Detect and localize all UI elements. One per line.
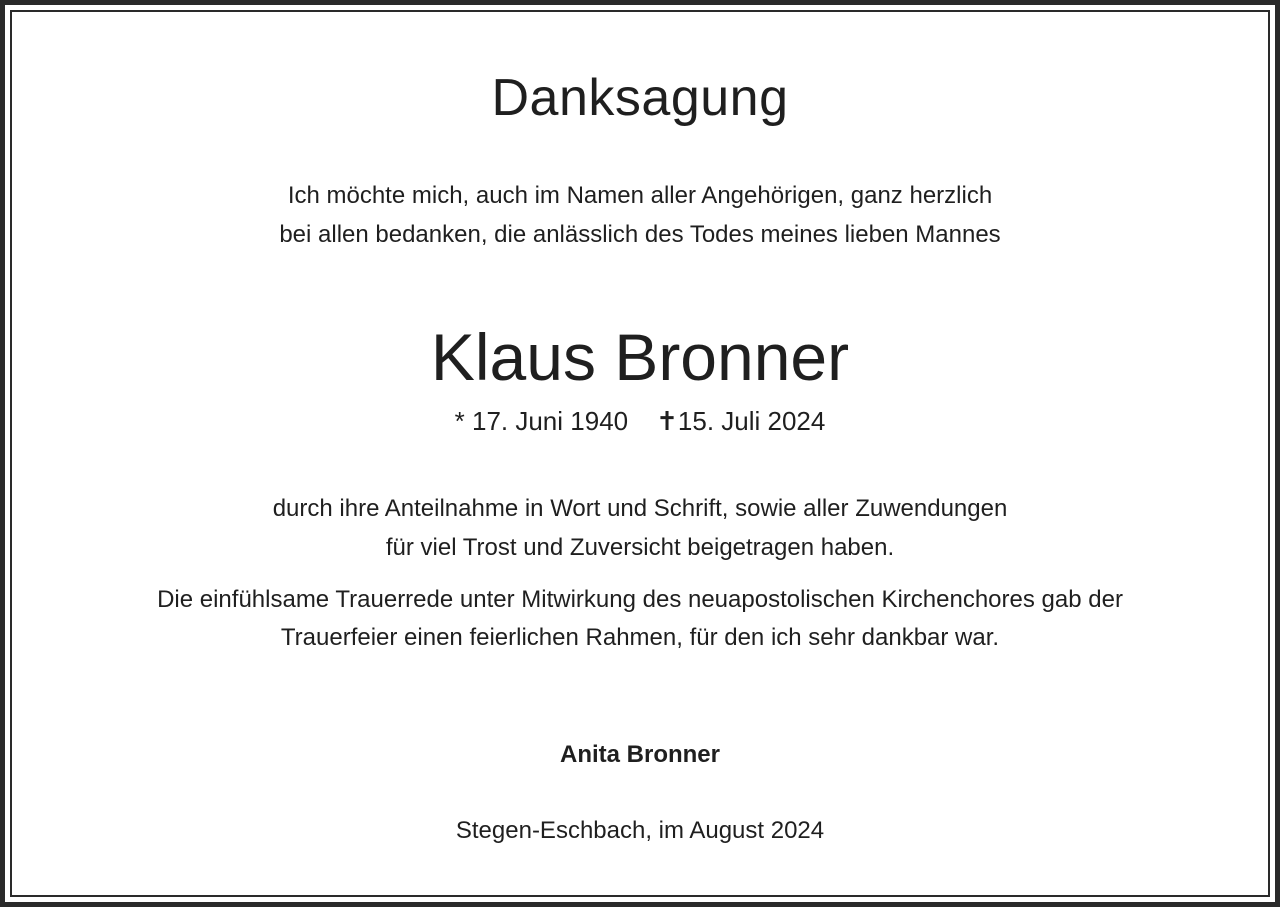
body-line-1: durch ihre Anteilnahme in Wort und Schrift, sowie aller Zuwendungen [272, 495, 1008, 522]
place-date: Stegen-Eschbach, im August 2024 [455, 817, 825, 844]
ceremony-line-2: Trauerfeier einen feierlichen Rahmen, für den ich sehr dankbar war. [280, 624, 1000, 651]
body-line-2: für viel Trost und Zuversicht beigetragen haben. [385, 534, 895, 561]
intro-line-2: bei allen bedanken, die anlässlich des Todes meines lieben Mannes [279, 221, 1001, 248]
life-dates [0, 404, 1280, 438]
birth-date: * 17. Juni 1940 [454, 406, 629, 436]
signature: Anita Bronner [559, 741, 720, 768]
ceremony-line-1: Die einfühlsame Trauerrede unter Mitwirkung des neuapostolischen Kirchenchores gab der [157, 586, 1123, 613]
page-title: Danksagung [491, 69, 789, 127]
deceased-name: Klaus Bronner [430, 320, 850, 394]
intro-line-1: Ich möchte mich, auch im Namen aller Angehörigen, ganz herzlich [287, 182, 993, 209]
death-date: ✝15. Juli 2024 [656, 406, 826, 436]
